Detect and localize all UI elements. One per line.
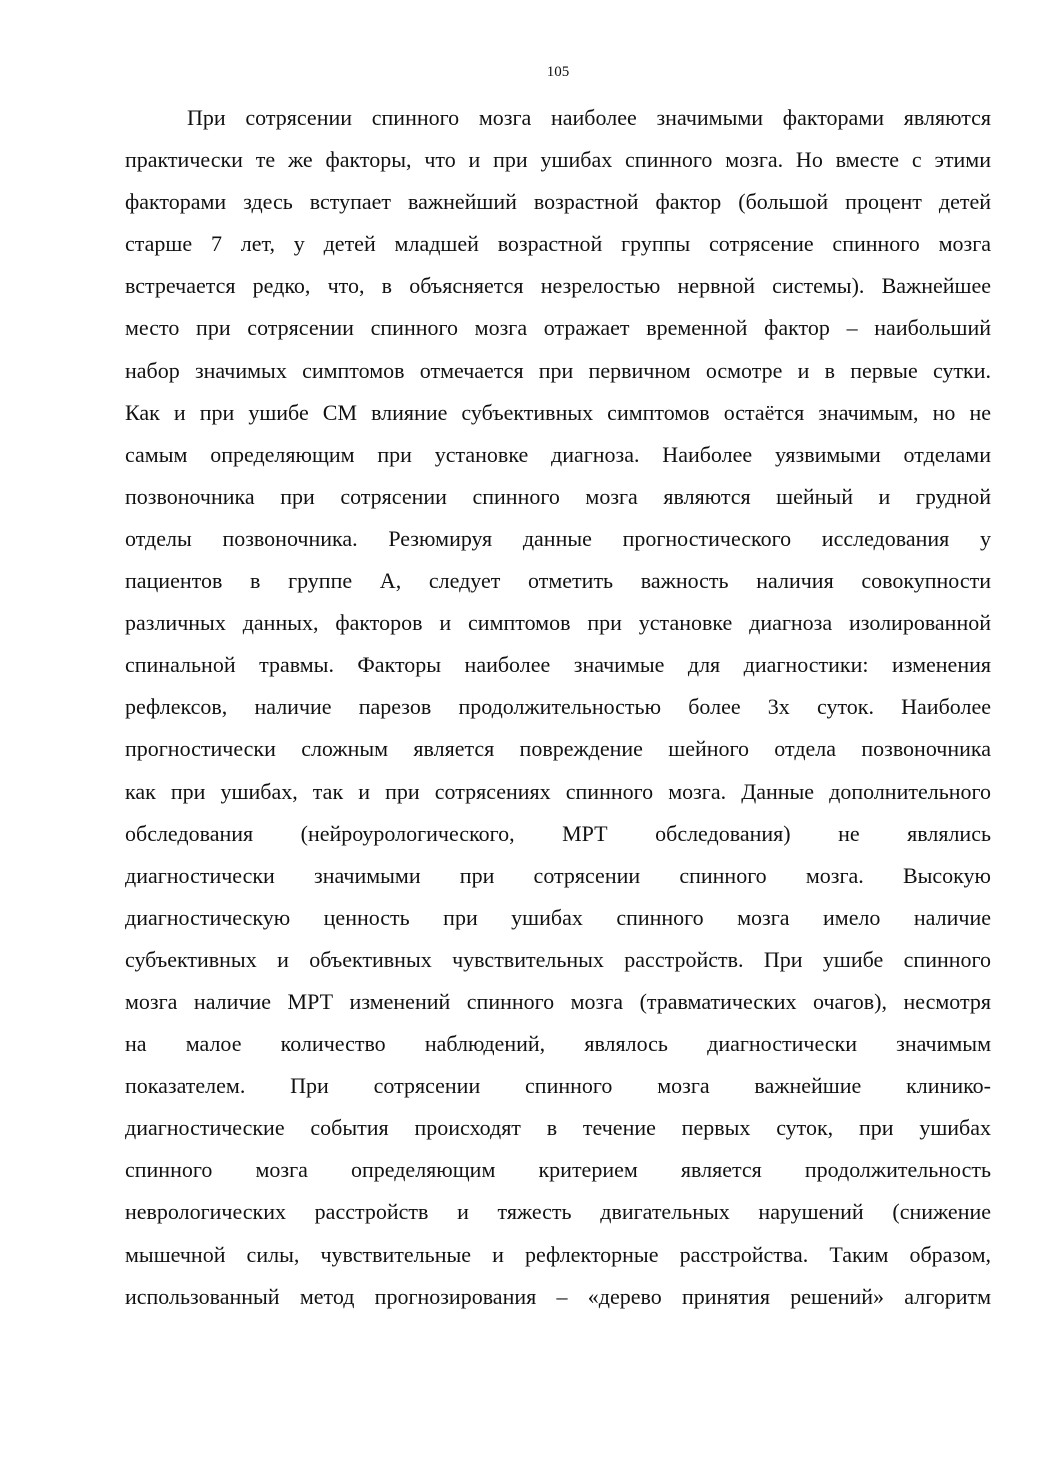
text-line: факторами здесь вступает важнейший возрастной фактор (большой процент детей — [125, 189, 991, 215]
text-line: диагностически значимыми при сотрясении спинного мозга. Высокую — [125, 862, 991, 888]
text-line: показателем. При сотрясении спинного мозга важнейшие клинико- — [125, 1073, 991, 1099]
text-line: мышечной силы, чувствительные и рефлекторные расстройства. Таким образом, — [125, 1241, 991, 1267]
body-paragraph — [125, 97, 991, 1318]
text-line: субъективных и объективных чувствительных расстройств. При ушибе спинного — [125, 946, 991, 972]
text-line: неврологических расстройств и тяжесть двигательных нарушений (снижение — [125, 1199, 991, 1225]
text-line: набор значимых симптомов отмечается при первичном осмотре и в первые сутки. — [125, 357, 991, 383]
text-line: встречается редко, что, в объясняется незрелостью нервной системы). Важнейшее — [125, 273, 991, 299]
text-line: как при ушибах, так и при сотрясениях спинного мозга. Данные дополнительного — [125, 778, 991, 804]
text-line: обследования (нейроурологического, МРТ обследования) не являлись — [125, 820, 991, 846]
text-line: различных данных, факторов и симптомов при установке диагноза изолированной — [125, 610, 991, 636]
text-line: практически те же факторы, что и при ушибах спинного мозга. Но вместе с этими — [125, 147, 991, 173]
text-line: спинного мозга определяющим критерием является продолжительность — [125, 1157, 991, 1183]
text-line: самым определяющим при установке диагноза. Наиболее уязвимыми отделами — [125, 441, 991, 467]
text-line: мозга наличие МРТ изменений спинного мозга (травматических очагов), несмотря — [125, 988, 991, 1014]
text-line: прогностически сложным является повреждение шейного отдела позвоночника — [125, 736, 991, 762]
text-line: пациентов в группе А, следует отметить важность наличия совокупности — [125, 568, 991, 594]
text-line: диагностическую ценность при ушибах спинного мозга имело наличие — [125, 904, 991, 930]
text-line: диагностические события происходят в течение первых суток, при ушибах — [125, 1115, 991, 1141]
text-line: на малое количество наблюдений, являлось диагностически значимым — [125, 1031, 991, 1057]
text-line: место при сотрясении спинного мозга отражает временной фактор – наибольший — [125, 315, 991, 341]
text-line: При сотрясении спинного мозга наиболее значимыми факторами являются — [187, 105, 991, 130]
text-line: спинальной травмы. Факторы наиболее значимые для диагностики: изменения — [125, 652, 991, 678]
text-line: рефлексов, наличие парезов продолжительностью более 3х суток. Наиболее — [125, 694, 991, 720]
text-line: использованный метод прогнозирования – «дерево принятия решений» алгоритм — [125, 1283, 991, 1309]
text-line: позвоночника при сотрясении спинного мозга являются шейный и грудной — [125, 483, 991, 509]
text-line: старше 7 лет, у детей младшей возрастной группы сотрясение спинного мозга — [125, 231, 991, 257]
page-number: 105 — [546, 64, 570, 80]
text-line: отделы позвоночника. Резюмируя данные прогностического исследования у — [125, 525, 991, 551]
text-line: Как и при ушибе СМ влияние субъективных симптомов остаётся значимым, но не — [125, 399, 991, 425]
